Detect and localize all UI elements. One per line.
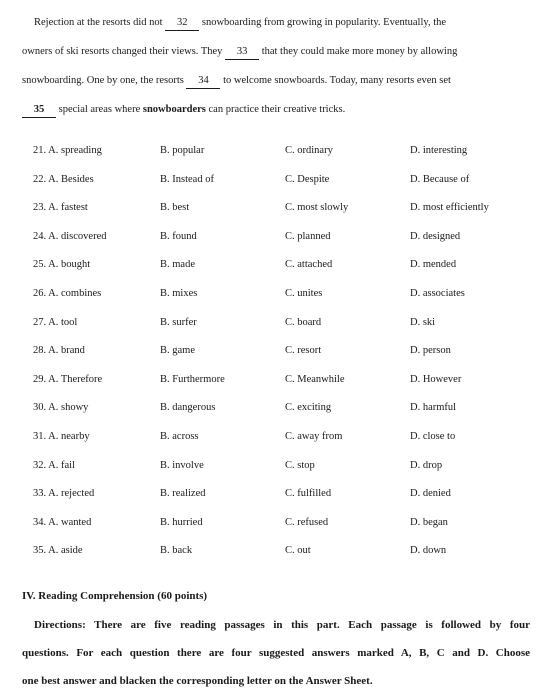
option-c: C. stop xyxy=(285,459,315,471)
option-c: C. Despite xyxy=(285,173,330,185)
passage-text: can practice their creative tricks. xyxy=(205,104,346,115)
passage-line-1 xyxy=(34,16,530,31)
option-d: D. mended xyxy=(410,259,457,271)
option-b: B. across xyxy=(160,431,199,442)
option-d: D. person xyxy=(410,345,451,357)
option-d: D. harmful xyxy=(410,402,457,414)
option-a: 21. A. spreading xyxy=(33,145,102,156)
option-d: D. However xyxy=(410,373,462,385)
passage-text: special areas where xyxy=(56,104,143,115)
option-c: C. attached xyxy=(285,259,333,271)
passage-text: snowboarding. One by one, the resorts xyxy=(22,75,187,86)
option-c: C. away from xyxy=(285,431,343,442)
passage-text: Rejection at the resorts did not xyxy=(34,17,166,28)
option-a: 27. A. tool xyxy=(33,316,78,328)
question-row xyxy=(0,259,540,275)
option-c: C. out xyxy=(285,545,311,557)
directions-line-3: one best answer and blacken the corresponding letter on the Answer Sheet. xyxy=(22,675,373,687)
question-row xyxy=(0,174,540,190)
question-row xyxy=(0,288,540,304)
option-a: 26. A. combines xyxy=(33,288,102,299)
option-b: B. best xyxy=(160,202,190,214)
option-b: B. dangerous xyxy=(160,402,216,414)
option-b: B. involve xyxy=(160,459,204,471)
option-a: 31. A. nearby xyxy=(33,431,90,442)
option-a: 22. A. Besides xyxy=(33,173,94,185)
option-d: D. associates xyxy=(410,288,465,299)
option-c: C. unites xyxy=(285,288,323,299)
option-c: C. board xyxy=(285,316,322,328)
option-a: 24. A. discovered xyxy=(33,230,107,242)
directions-line-1: Directions: There are five reading passages in this part. Each passage is followed by four xyxy=(34,619,530,631)
passage-text: to welcome snowboards. Today, many resorts even set xyxy=(220,75,451,86)
option-a: 28. A. brand xyxy=(33,345,85,357)
passage-text: that they could make more money by allowing xyxy=(259,46,458,57)
option-a: 32. A. fail xyxy=(33,459,75,471)
option-b: B. popular xyxy=(160,145,205,156)
option-d: D. most efficiently xyxy=(410,202,489,214)
option-c: C. fulfilled xyxy=(285,488,332,500)
passage-line-3 xyxy=(22,74,532,89)
question-row xyxy=(0,202,540,218)
option-d: D. Because of xyxy=(410,173,470,185)
blank-34: 34 xyxy=(186,74,220,89)
question-row xyxy=(0,460,540,476)
option-d: D. close to xyxy=(410,431,456,442)
option-c: C. exciting xyxy=(285,402,332,414)
option-c: C. planned xyxy=(285,230,331,242)
option-d: D. interesting xyxy=(410,145,468,156)
option-b: B. Instead of xyxy=(160,173,214,185)
passage-text: snowboarding from growing in popularity. Eventually, the xyxy=(199,17,447,28)
question-row xyxy=(0,545,540,561)
passage-line-2 xyxy=(22,45,532,60)
option-b: B. hurried xyxy=(160,516,203,528)
option-a: 23. A. fastest xyxy=(33,202,88,214)
question-row xyxy=(0,517,540,533)
question-row xyxy=(0,317,540,333)
option-a: 33. A. rejected xyxy=(33,488,95,500)
option-d: D. designed xyxy=(410,230,461,242)
option-c: C. resort xyxy=(285,345,322,357)
option-a: 35. A. aside xyxy=(33,545,83,557)
option-b: B. found xyxy=(160,230,197,242)
section-title: IV. Reading Comprehension (60 points) xyxy=(22,590,208,602)
option-b: B. game xyxy=(160,345,195,357)
option-d: D. down xyxy=(410,545,447,557)
question-row xyxy=(0,488,540,504)
option-a: 25. A. bought xyxy=(33,259,91,271)
option-c: C. refused xyxy=(285,516,329,528)
option-b: B. surfer xyxy=(160,316,197,328)
option-d: D. began xyxy=(410,516,448,528)
question-row xyxy=(0,231,540,247)
question-row xyxy=(0,431,540,447)
option-d: D. denied xyxy=(410,488,451,500)
directions-line-2: questions. For each question there are four suggested answers marked A, B, C and D. Choose xyxy=(22,647,530,659)
option-d: D. ski xyxy=(410,316,436,328)
blank-35: 35 xyxy=(22,103,56,118)
option-b: B. realized xyxy=(160,488,206,500)
option-b: B. Furthermore xyxy=(160,373,225,385)
question-row xyxy=(0,402,540,418)
option-a: 30. A. showy xyxy=(33,402,89,414)
option-d: D. drop xyxy=(410,459,443,471)
option-c: C. ordinary xyxy=(285,145,333,156)
question-row xyxy=(0,345,540,361)
option-a: 34. A. wanted xyxy=(33,516,92,528)
option-b: B. mixes xyxy=(160,288,198,299)
question-row xyxy=(0,374,540,390)
option-a: 29. A. Therefore xyxy=(33,373,103,385)
passage-bold-word: snowboarders xyxy=(142,104,206,115)
passage-line-4 xyxy=(22,103,532,118)
option-b: B. made xyxy=(160,259,195,271)
question-row xyxy=(0,145,540,161)
option-c: C. most slowly xyxy=(285,202,349,214)
option-b: B. back xyxy=(160,545,193,557)
passage-text: owners of ski resorts changed their views. They xyxy=(22,46,226,57)
blank-33: 33 xyxy=(225,45,259,60)
option-c: C. Meanwhile xyxy=(285,373,345,385)
blank-32: 32 xyxy=(165,16,199,31)
